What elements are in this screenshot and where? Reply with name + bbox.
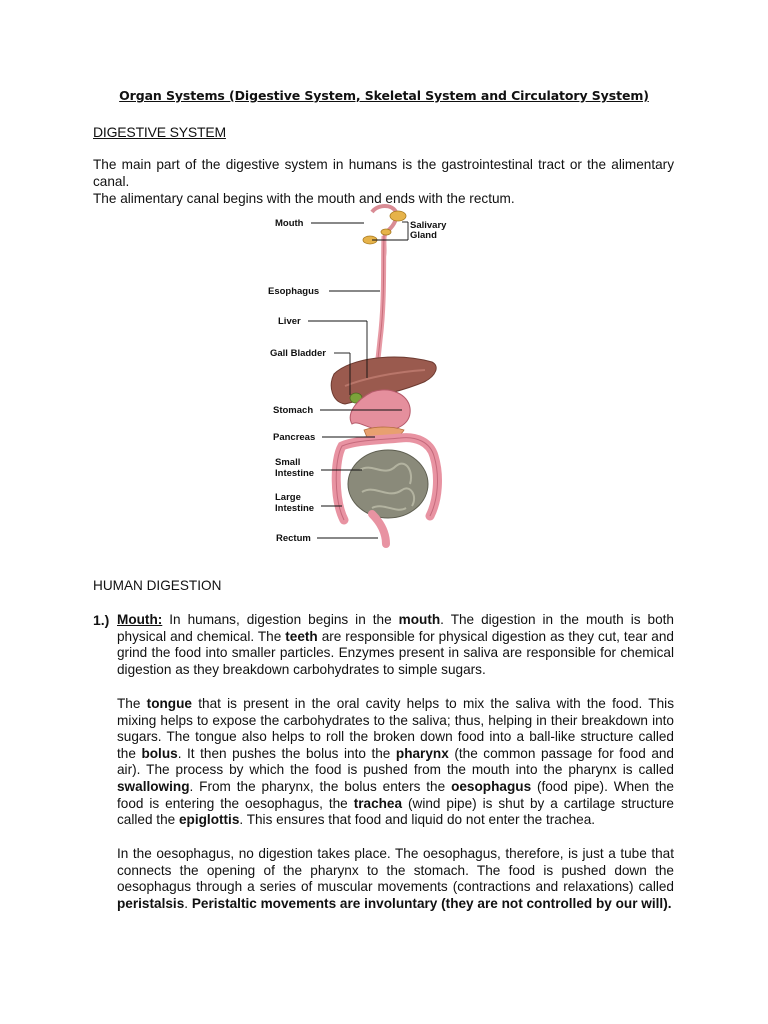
label-mouth: Mouth bbox=[275, 218, 304, 229]
human-digestion-heading: HUMAN DIGESTION bbox=[93, 578, 222, 593]
label-large-2: Intestine bbox=[275, 503, 315, 514]
label-salivary-2: Gland bbox=[410, 230, 437, 241]
keyword-swallowing: swallowing bbox=[117, 778, 190, 794]
keyword-peristaltic-movements: Peristaltic movements are involuntary (they are not controlled by our will). bbox=[191, 895, 672, 911]
keyword-epiglottis: epiglottis bbox=[178, 812, 240, 828]
document-title: Organ Systems (Digestive System, Skeletal System and Circulatory System) bbox=[119, 88, 649, 103]
label-pancreas: Pancreas bbox=[273, 432, 316, 443]
label-small-1: Small bbox=[275, 457, 301, 468]
label-esophagus: Esophagus bbox=[268, 286, 320, 297]
keyword-pharynx: pharynx bbox=[395, 745, 449, 761]
keyword-oesophagus: oesophagus bbox=[451, 778, 532, 794]
label-large-1: Large bbox=[275, 492, 301, 503]
label-gall-bladder: Gall Bladder bbox=[270, 348, 326, 359]
keyword-mouth: mouth bbox=[398, 612, 441, 627]
intro-line-1: The main part of the digestive system in humans is the gastrointestinal tract or the alimentary canal. bbox=[93, 157, 674, 189]
oesophagus-paragraph: In the oesophagus, no digestion takes place. The oesophagus, therefore, is just a tube that connects the opening of the pharynx to the stomach. The food is pushed down the oesophagus through a series of muscular movements (contractions and relaxations) called peristalsis. Peristaltic movements are involuntary (they are not controlled by our will). bbox=[117, 846, 674, 911]
keyword-trachea: trachea bbox=[353, 795, 403, 811]
section-heading: DIGESTIVE SYSTEM bbox=[93, 124, 226, 140]
label-liver: Liver bbox=[278, 316, 301, 327]
label-stomach: Stomach bbox=[273, 405, 314, 416]
label-salivary-1: Salivary bbox=[410, 220, 447, 231]
intro-line-2: The alimentary canal begins with the mouth and ends with the rectum. bbox=[93, 191, 515, 206]
mouth-term: Mouth: bbox=[117, 612, 163, 627]
label-rectum: Rectum bbox=[276, 533, 311, 544]
tongue-paragraph: The tongue that is present in the oral cavity helps to mix the saliva with the food. This mixing helps to expose the carbohydrates to the saliva; thus, helping in their breakdown into sugars. The tongue also helps to roll the broken down food into a ball-like structure called the bolus. It then pushes the bolus into the pharynx (the common passage for food and air). The process by which the food is pushed from the mouth into the pharynx is called swallowing. From the pharynx, the bolus enters the oesophagus (food pipe). When the food is entering the oesophagus, the trachea (wind pipe) is shut by a cartilage structure called the epiglottis. This ensures that food and liquid do not enter the trachea. bbox=[117, 696, 674, 828]
keyword-tongue: tongue bbox=[146, 696, 192, 711]
keyword-bolus: bolus bbox=[141, 745, 178, 761]
mouth-paragraph: Mouth: In humans, digestion begins in the mouth. The digestion in the mouth is both physical and chemical. The teeth are responsible for physical digestion as they cut, tear and grind the food into smaller particles. Enzymes present in saliva are responsible for chemical digestion as they breakdown carbohydrates to simple sugars. bbox=[117, 612, 674, 677]
label-small-2: Intestine bbox=[275, 468, 315, 479]
keyword-peristalsis: peristalsis bbox=[117, 895, 185, 911]
item-number: 1.) bbox=[93, 612, 110, 628]
digestive-organs-illustration bbox=[331, 206, 437, 544]
keyword-teeth: teeth bbox=[285, 628, 318, 644]
